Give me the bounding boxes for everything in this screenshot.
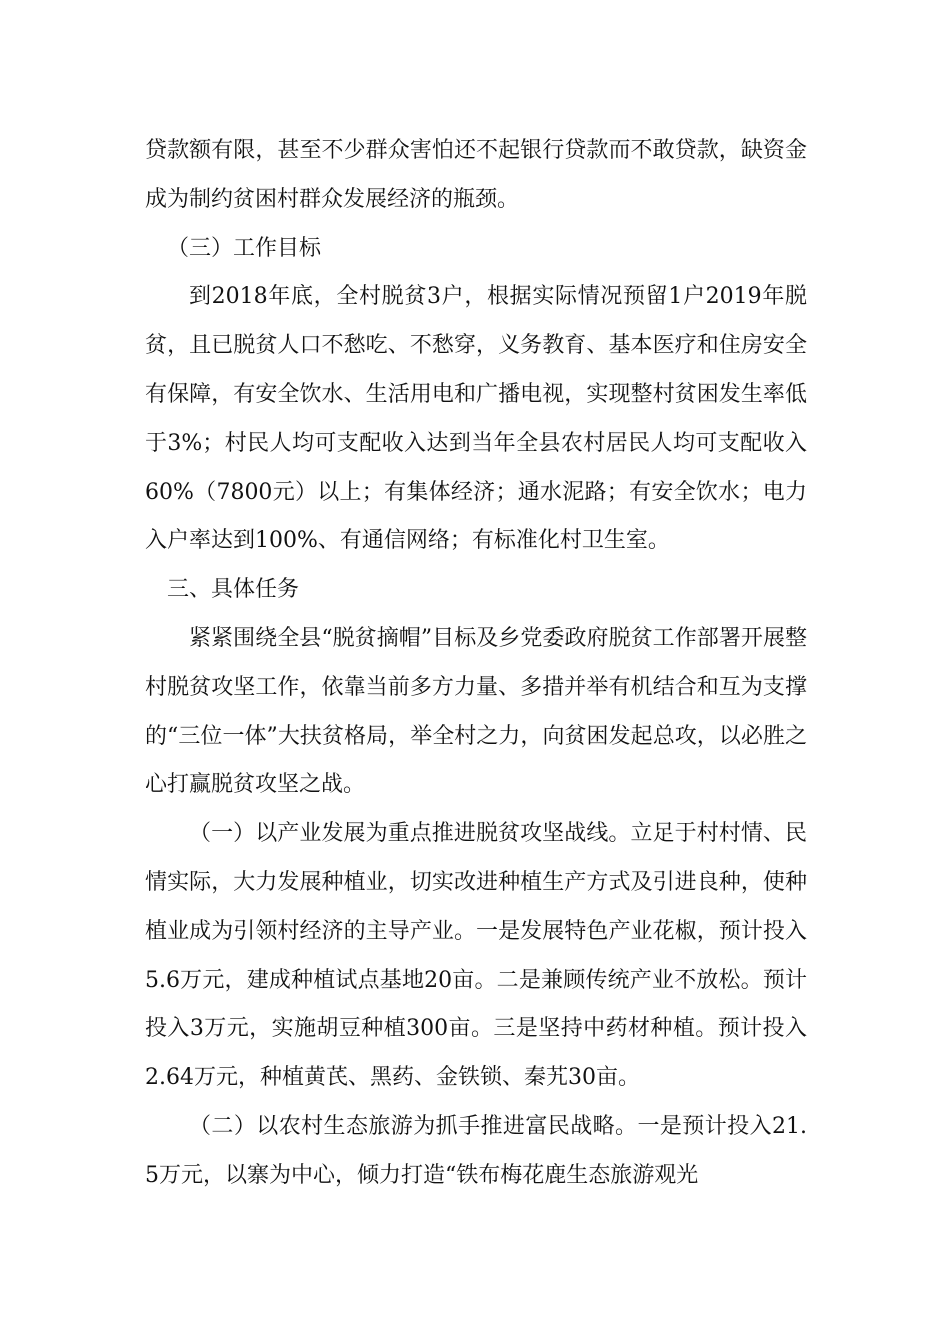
section-heading-specific-tasks: 三、具体任务 — [167, 577, 300, 603]
paragraph-continuation: 贷款额有限，甚至不少群众害怕还不起银行贷款而不敢贷款，缺资金成为制约贫困村群众发展经济的瓶颈。 — [145, 138, 807, 212]
paragraph-goals: 到2018年底，全村脱贫3户，根据实际情况预留1户2019年脱贫，且已脱贫人口不愁吃、不愁穿，义务教育、基本医疗和住房安全有保障，有安全饮水、生活用电和广播电视，实现整村贫困发生率低于3%；村民人均可支配收入达到当年全县农村居民人均可支配收入60%（7800元）以上；有集体经济；通水泥路；有安全饮水；电力入户率达到100%、有通信网络；有标准化村卫生室。 — [145, 284, 807, 554]
paragraph-eco-tourism: （二）以农村生态旅游为抓手推进富民战略。一是预计投入21.5万元，以寨为中心，倾力打造“铁布梅花鹿生态旅游观光 — [145, 1113, 807, 1188]
section-heading-work-goals: （三）工作目标 — [167, 235, 322, 261]
document-body — [145, 127, 807, 1201]
paragraph-industry-development: （一）以产业发展为重点推进脱贫攻坚战线。立足于村村情、民情实际，大力发展种植业，切实改进种植生产方式及引进良种，使种植业成为引领村经济的主导产业。一是发展特色产业花椒，预计投入5.6万元，建成种植试点基地20亩。二是兼顾传统产业不放松。预计投入3万元，实施胡豆种植300亩。三是坚持中药材种植。预计投入2.64万元，种植黄芪、黑药、金铁锁、秦艽30亩。 — [145, 821, 807, 1091]
paragraph-tasks-intro: 紧紧围绕全县“脱贫摘帽”目标及乡党委政府脱贫工作部署开展整村脱贫攻坚工作，依靠当前多方力量、多措并举有机结合和互为支撑的“三位一体”大扶贫格局，举全村之力，向贫困发起总攻，以必胜之心打赢脱贫攻坚之战。 — [145, 625, 807, 798]
